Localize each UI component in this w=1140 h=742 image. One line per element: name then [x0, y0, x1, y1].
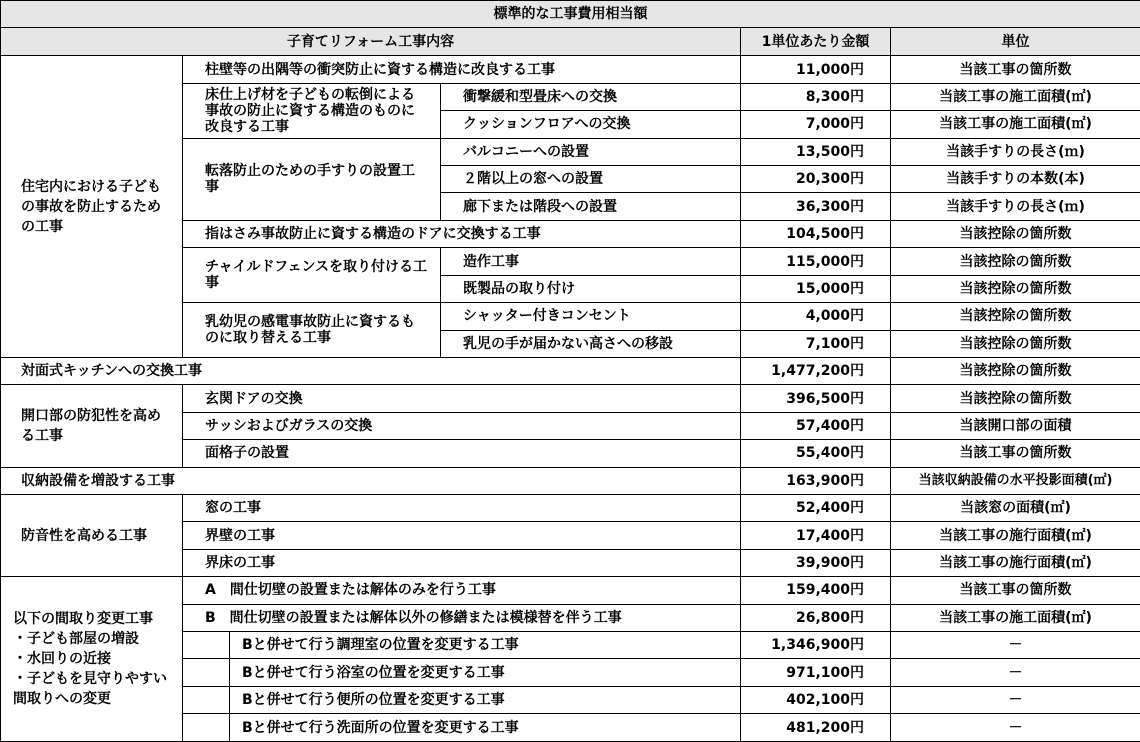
indented-cell [183, 631, 741, 658]
row-price: 163,900円 [741, 467, 891, 494]
row-price: 26,800円 [741, 604, 891, 631]
subgroup-fence: チャイルドフェンスを取り付ける工事 [183, 248, 441, 303]
row-item: 指はさみ事故防止に資する構造のドアに交換する工事 [183, 220, 741, 247]
table-title-row [1, 1, 1140, 28]
table-row [1, 494, 1140, 521]
row-unit: 当該控除の箇所数 [891, 303, 1140, 330]
row-item: 面格子の設置 [183, 440, 741, 467]
row-unit: 当該控除の箇所数 [891, 248, 1140, 275]
row-unit: 当該収納設備の水平投影面積(㎡) [891, 467, 1140, 494]
row-unit: 当該工事の施工面積(㎡) [891, 83, 1140, 110]
row-unit: 当該控除の箇所数 [891, 220, 1140, 247]
row-price: 20,300円 [741, 166, 891, 193]
row-item: 界壁の工事 [183, 522, 741, 549]
row-unit: 当該窓の面積(㎡) [891, 494, 1140, 521]
row-item: 玄関ドアの交換 [183, 385, 741, 412]
row-item: クッションフロアへの交換 [441, 111, 741, 138]
row-price: 17,400円 [741, 522, 891, 549]
subgroup-floor: 床仕上げ材を子どもの転倒による事故の防止に資する構造のものに改良する工事 [183, 83, 441, 138]
row-item: 界床の工事 [183, 549, 741, 576]
table-row [1, 577, 1140, 604]
table-row [1, 467, 1140, 494]
table-title: 標準的な工事費用相当額 [1, 1, 1140, 28]
row-unit: － [891, 659, 1140, 686]
row-unit: 当該控除の箇所数 [891, 330, 1140, 357]
row-unit: 当該控除の箇所数 [891, 385, 1140, 412]
group-storage: 収納設備を増設する工事 [1, 467, 741, 494]
row-item: Bと併せて行う便所の位置を変更する工事 [229, 687, 740, 713]
row-item: 窓の工事 [183, 494, 741, 521]
group-sound: 防音性を高める工事 [1, 494, 183, 576]
row-item: Bと併せて行う洗面所の位置を変更する工事 [229, 714, 740, 741]
row-item: 既製品の取り付け [441, 275, 741, 302]
row-unit: 当該工事の施行面積(㎡) [891, 549, 1140, 576]
row-item: 衝撃緩和型畳床への交換 [441, 83, 741, 110]
row-unit: 当該手すりの長さ(ｍ) [891, 193, 1140, 220]
row-price: 115,000円 [741, 248, 891, 275]
row-price: 1,477,200円 [741, 357, 891, 384]
row-price: 396,500円 [741, 385, 891, 412]
header-unit: 単位 [891, 28, 1140, 56]
row-price: 36,300円 [741, 193, 891, 220]
row-item: サッシおよびガラスの交換 [183, 412, 741, 439]
row-price: 7,000円 [741, 111, 891, 138]
row-unit: 当該手すりの長さ(ｍ) [891, 138, 1140, 165]
row-price: 13,500円 [741, 138, 891, 165]
row-unit: 当該工事の施工面積(㎡) [891, 111, 1140, 138]
row-unit: － [891, 714, 1140, 742]
row-price: 481,200円 [741, 714, 891, 742]
row-item: Bと併せて行う調理室の位置を変更する工事 [229, 632, 740, 658]
subgroup-shock: 乳幼児の感電事故防止に資するものに取り替える工事 [183, 303, 441, 358]
row-price: 402,100円 [741, 686, 891, 713]
row-unit: 当該開口部の面積 [891, 412, 1140, 439]
row-item: 乳児の手が届かない高さへの移設 [441, 330, 741, 357]
row-price: 4,000円 [741, 303, 891, 330]
group-accident: 住宅内における子どもの事故を防止するための工事 [1, 56, 183, 357]
row-price: 52,400円 [741, 494, 891, 521]
row-item: A 間仕切壁の設置または解体のみを行う工事 [183, 577, 741, 604]
row-unit: 当該工事の箇所数 [891, 577, 1140, 604]
row-unit: 当該手すりの本数(本) [891, 166, 1140, 193]
indented-cell [183, 686, 741, 713]
row-item: シャッター付きコンセント [441, 303, 741, 330]
row-item: バルコニーへの設置 [441, 138, 741, 165]
row-price: 8,300円 [741, 83, 891, 110]
row-item: 廊下または階段への設置 [441, 193, 741, 220]
row-price: 11,000円 [741, 56, 891, 83]
group-layout: 以下の間取り変更工事 ・子ども部屋の増設 ・水回りの近接 ・子どもを見守りやすい間取りへの変更 [1, 577, 183, 742]
row-item: ２階以上の窓への設置 [441, 166, 741, 193]
row-unit: － [891, 686, 1140, 713]
header-content: 子育てリフォーム工事内容 [1, 28, 741, 56]
row-price: 7,100円 [741, 330, 891, 357]
row-item: 造作工事 [441, 248, 741, 275]
table-header-row [1, 28, 1140, 56]
group-security: 開口部の防犯性を高める工事 [1, 385, 183, 467]
row-price: 1,346,900円 [741, 631, 891, 658]
row-unit: 当該工事の箇所数 [891, 56, 1140, 83]
row-price: 971,100円 [741, 659, 891, 686]
group-kitchen: 対面式キッチンへの交換工事 [1, 357, 741, 384]
row-unit: 当該控除の箇所数 [891, 275, 1140, 302]
table-row [1, 357, 1140, 384]
row-price: 39,900円 [741, 549, 891, 576]
row-unit: － [891, 631, 1140, 658]
row-unit: 当該工事の箇所数 [891, 440, 1140, 467]
table-row [1, 385, 1140, 412]
row-item: B 間仕切壁の設置または解体以外の修繕または模様替を伴う工事 [183, 604, 741, 631]
row-unit: 当該工事の施行面積(㎡) [891, 522, 1140, 549]
subgroup-handrail: 転落防止のための手すりの設置工事 [183, 138, 441, 220]
row-price: 104,500円 [741, 220, 891, 247]
row-unit: 当該工事の施工面積(㎡) [891, 604, 1140, 631]
indented-cell [183, 714, 741, 742]
row-price: 159,400円 [741, 577, 891, 604]
row-price: 15,000円 [741, 275, 891, 302]
row-unit: 当該控除の箇所数 [891, 357, 1140, 384]
row-item: Bと併せて行う浴室の位置を変更する工事 [229, 659, 740, 685]
row-price: 55,400円 [741, 440, 891, 467]
header-unit-price: 1単位あたり金額 [741, 28, 891, 56]
row-price: 57,400円 [741, 412, 891, 439]
row-item: 柱壁等の出隅等の衝突防止に資する構造に改良する工事 [183, 56, 741, 83]
table-row [1, 56, 1140, 83]
indented-cell [183, 659, 741, 686]
